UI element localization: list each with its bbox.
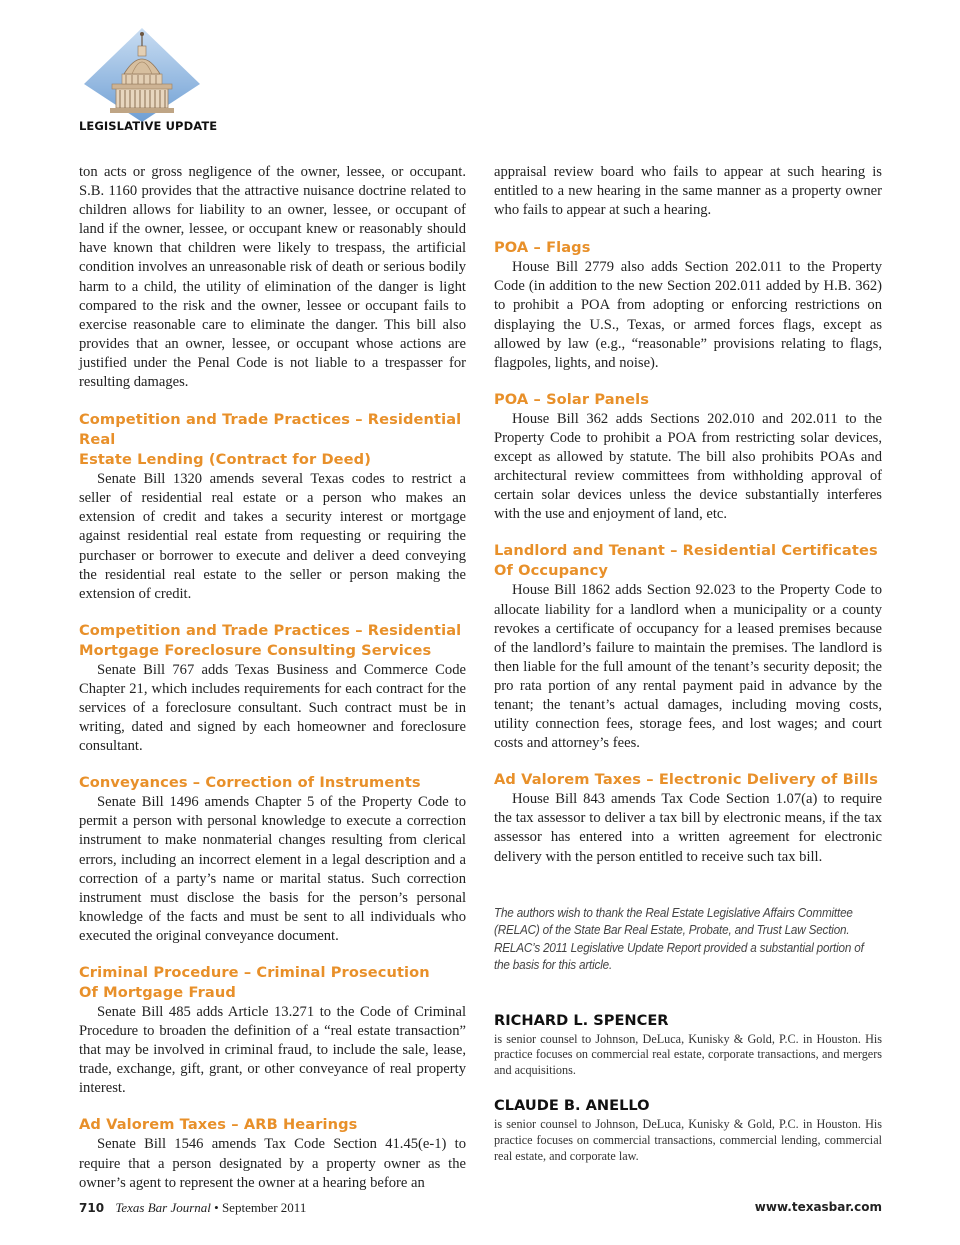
page-number: 710 xyxy=(79,1201,105,1215)
website-link[interactable]: www.texasbar.com xyxy=(754,1200,882,1214)
section-heading: Competition and Trade Practices – Residential Real Estate Lending (Contract for Deed) xyxy=(79,411,462,469)
section-heading: POA – Solar Panels xyxy=(494,390,650,408)
capitol-dome-icon xyxy=(82,26,212,122)
section-body: Senate Bill 1496 amends Chapter 5 of the Property Code to permit a person with personal knowledge to execute a correction instrument to make nonmaterial changes resulting from clerical errors, including an incorrect element in a legal description and a correction of a party’s name or marital status. Such correction instrument must disclose the basis for the person’s personal knowledge of the facts and must be sent to all individuals who executed the original conveyance document. xyxy=(79,794,466,944)
right-column xyxy=(494,163,882,1164)
section-heading: Conveyances – Correction of Instruments xyxy=(79,774,421,792)
section-tag: LEGISLATIVE UPDATE xyxy=(79,119,218,133)
acknowledgment-note: The authors wish to thank the Real Estate Legislative Affairs Committee (RELAC) of the State Bar Real Estate, Probate, and Trust Law Section. RELAC’s 2011 Legislative Update Report provided a substantial portion of the basis for this article. xyxy=(494,905,864,973)
article-section xyxy=(494,390,882,525)
section-heading: Criminal Procedure – Criminal Prosecution Of Mortgage Fraud xyxy=(79,964,430,1001)
section-body: Senate Bill 1320 amends several Texas codes to restrict a seller of residential real estate or a person who makes an extension of credit and takes a security interest or mortgage against residential real estate from requesting or requiring the purchaser or borrower to execute and deliver a deed conveying the residential real estate to the seller or person making the extension of credit. xyxy=(79,471,466,602)
section-heading: Landlord and Tenant – Residential Certificates Of Occupancy xyxy=(494,542,878,580)
author-name: CLAUDE B. ANELLO xyxy=(494,1097,650,1115)
section-body: Senate Bill 1546 amends Tax Code Section 41.45(e-1) to require that a person designated by a property owner as the owner’s agent to represent the owner at a hearing before an xyxy=(79,1136,466,1191)
article-section xyxy=(79,1115,466,1192)
article-section xyxy=(494,770,882,866)
section-body: House Bill 362 adds Sections 202.010 and 202.011 to the Property Code to prohibit a POA from restricting solar devices, except as allowed by statute. The bill also prohibits POAs and architectural review committees from withholding approval of certain solar devices unless the device substantially interferes with the use and enjoyment of land, etc. xyxy=(494,410,882,523)
journal-title: Texas Bar Journal xyxy=(115,1200,211,1215)
article-section xyxy=(79,773,466,946)
section-heading: Ad Valorem Taxes – Electronic Delivery of Bills xyxy=(494,771,878,789)
continued-paragraph: ton acts or gross negligence of the owner, lessee, or occupant. S.B. 1160 provides that the attractive nuisance doctrine related to children allows for liability to an owner, lessee, or occupant of land if the owner, lessee, or occupant knew or reasonably should have known that children were likely to trespass, the artificial condition involves an unreasonable risk of death or serious bodily harm to a child, the utility of elimination of the danger is light compared to the risk and the owner, lessee or occupant fails to exercise reasonable care to eliminate the danger. This bill also provides that an owner, lessee, or occupant whose actions are justified under the Penal Code is not liable to a trespasser for resulting damages. xyxy=(79,164,466,391)
section-heading: POA – Flags xyxy=(494,239,591,257)
section-body: House Bill 1862 adds Section 92.023 to the Property Code to allocate liability for a landlord when a municipality or a county revokes a certificate of occupancy for a leased premises because of the landlord’s failure to maintain the premises. The landlord is then liable for the full amount of the tenant’s security deposit; the pro rata portion of any rental payment paid in advance by the tenant; the tenant’s actual damages, including moving costs, utility connection fees, storage fees, and lost wages; and court costs and attorney’s fees. xyxy=(494,582,882,752)
footer-separator: • xyxy=(214,1200,219,1215)
footer-citation xyxy=(79,1200,306,1216)
section-body: House Bill 843 amends Tax Code Section 1.07(a) to require the tax assessor to deliver a tax bill by electronic means, if the tax assessor has entered into a written agreement for electronic delivery with the person entitled to receive such tax bill. xyxy=(494,791,882,865)
author-bio: is senior counsel to Johnson, DeLuca, Kunisky & Gold, P.C. in Houston. His practice focuses on commercial real estate, corporate transactions, and mergers and acquisitions. xyxy=(494,1031,882,1077)
article-section xyxy=(494,238,882,373)
article-section xyxy=(494,541,882,753)
article-section xyxy=(79,963,466,1098)
section-heading: Competition and Trade Practices – Residential Mortgage Foreclosure Consulting Services xyxy=(79,621,462,659)
section-heading: Ad Valorem Taxes – ARB Hearings xyxy=(79,1116,358,1134)
article-section xyxy=(79,410,466,604)
article-section xyxy=(79,621,466,756)
section-body: Senate Bill 767 adds Texas Business and Commerce Code Chapter 21, which includes requirements for each contract for the services of a foreclosure consultant. Such contract must be in writing, dated and signed by each homeowner and foreclosure consultant. xyxy=(79,661,466,755)
left-column xyxy=(79,163,466,1193)
section-body: House Bill 2779 also adds Section 202.011 to the Property Code (in addition to the new Section 202.011 added by H.B. 362) to prohibit a POA from adopting or enforcing restrictions on displaying the U.S., Texas, or armed forces flags, except as allowed by law (e.g., “reasonable” provisions relating to flags, flagpoles, lights, and noise). xyxy=(494,259,882,371)
author-bio: is senior counsel to Johnson, DeLuca, Kunisky & Gold, P.C. in Houston. His practice focuses on commercial transactions, commercial lending, commercial real estate, and corporate law. xyxy=(494,1117,882,1163)
author-name: RICHARD L. SPENCER xyxy=(494,1011,669,1029)
continued-paragraph: appraisal review board who fails to appear at such hearing is entitled to a new hearing in the same manner as a property owner who fails to appear at such a hearing. xyxy=(494,164,882,219)
section-body: Senate Bill 485 adds Article 13.271 to the Code of Criminal Procedure to broaden the definition of a “real estate transaction” that may be involved in criminal fraud, to include the sale, lease, trade, exchange, gift, grant, or other conveyance of real property interest. xyxy=(79,1004,466,1097)
issue-date: September 2011 xyxy=(221,1200,307,1215)
page-footer xyxy=(79,1200,882,1216)
